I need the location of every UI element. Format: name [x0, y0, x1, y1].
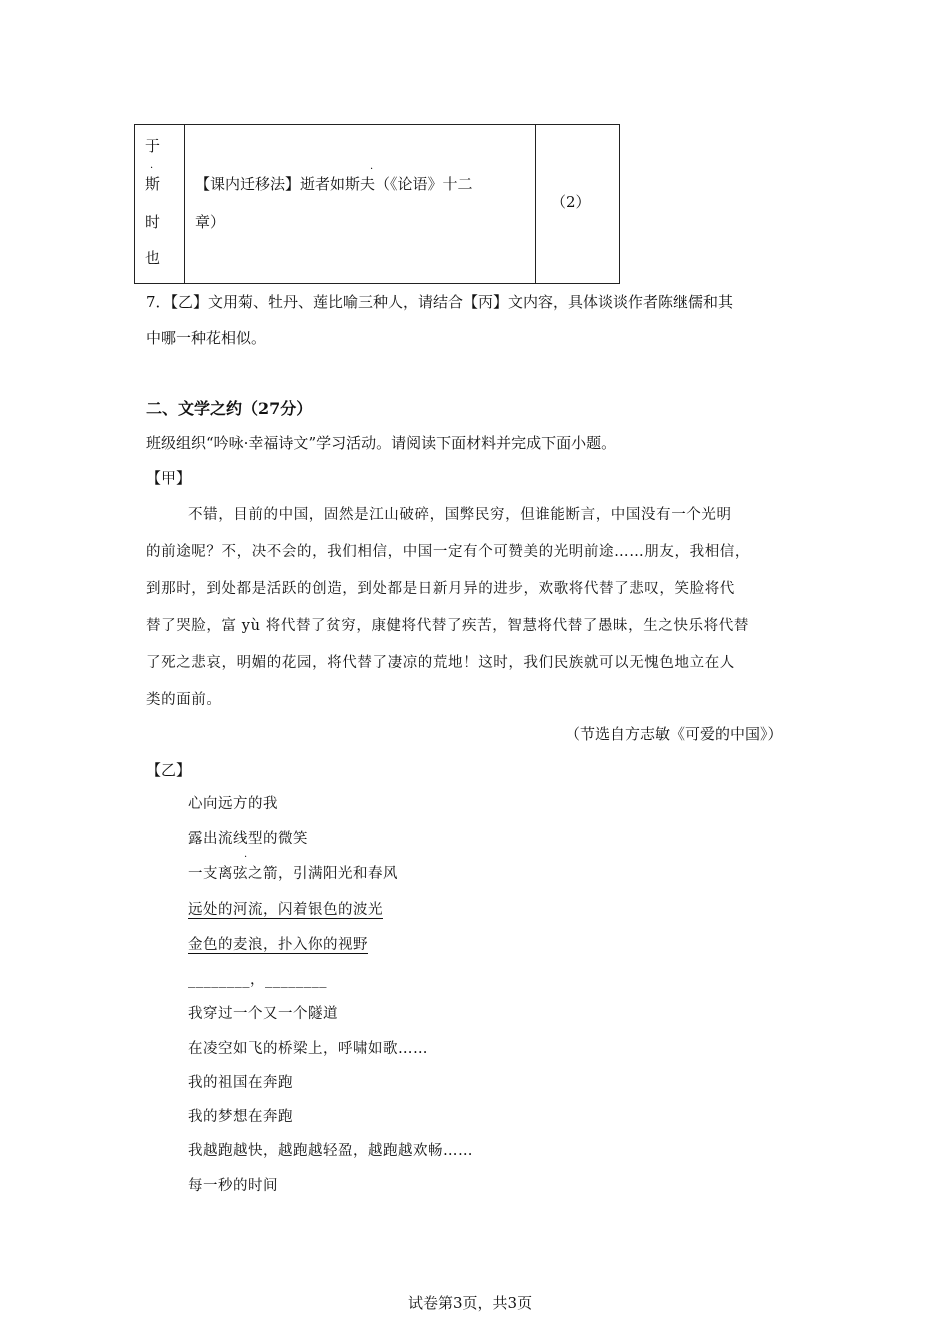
jia-source: （节选自方志敏《可爱的中国》）: [565, 725, 783, 743]
table-method-line2: 章）: [195, 213, 226, 231]
poem-line: 我越跑越快，越跑越轻盈，越跑越欢畅……: [188, 1143, 473, 1159]
page-footer: 试卷第3页，共3页: [408, 1294, 533, 1312]
label-jia: 【甲】: [146, 469, 192, 487]
table-method-line1: 【课内迁移法】逝者如斯夫（《论语》十二: [195, 175, 473, 193]
question-7-line2: 中哪一种花相似。: [146, 329, 267, 347]
poem-line: 我穿过一个又一个隧道: [188, 1006, 338, 1022]
section-intro: 班级组织“吟咏·幸福诗文”学习活动。请阅读下面材料并完成下面小题。: [146, 434, 617, 452]
table-char: 于: [145, 137, 161, 155]
jia-paragraph-line: 了死之悲哀，明媚的花园，将代替了凄凉的荒地！这时，我们民族就可以无愧色地立在人: [146, 655, 735, 671]
table-char: 时: [145, 213, 161, 231]
table-answer-slot: （2）: [551, 193, 591, 211]
emphasis-dot: ·: [150, 163, 154, 174]
jia-paragraph-line: 的前途呢？不，决不会的，我们相信，中国一定有个可赞美的光明前途……朋友，我相信，: [146, 544, 750, 560]
jia-paragraph-line: 类的面前。: [146, 692, 222, 708]
section-heading: 二、文学之约（27分）: [146, 399, 313, 418]
poem-line: 心向远方的我: [188, 796, 278, 812]
poem-line: 一支离弦之箭，引满阳光和春风: [188, 866, 398, 882]
poem-line: 我的梦想在奔跑: [188, 1109, 293, 1125]
jia-paragraph-line: 到那时，到处都是活跃的创造，到处都是日新月异的进步，欢歌将代替了悲叹，笑脸将代: [146, 581, 735, 597]
question-7-line1: 7．【乙】文用菊、牡丹、莲比喻三种人，请结合【丙】文内容，具体谈谈作者陈继儒和其: [146, 293, 734, 311]
jia-paragraph-line: 不错，目前的中国，固然是江山破碎，国弊民穷，但谁能断言，中国没有一个光明: [188, 507, 732, 523]
poem-blank-line: ________，________: [188, 972, 327, 988]
poem-line: 我的祖国在奔跑: [188, 1075, 293, 1091]
poem-line: 露出流线型的微笑: [188, 831, 308, 847]
poem-line: 在凌空如飞的桥梁上，呼啸如歌……: [188, 1041, 428, 1057]
table-char: 也: [145, 249, 161, 267]
poem-line: 每一秒的时间: [188, 1178, 278, 1194]
jia-paragraph-line: 替了哭脸，富 yù 将代替了贫穷，康健将代替了疾苦，智慧将代替了愚昧，生之快乐将代替: [146, 618, 749, 634]
table-col-word: [135, 125, 185, 283]
vocab-table: [134, 124, 620, 284]
emphasis-dot: ·: [244, 852, 248, 863]
emphasis-dot: ·: [370, 164, 374, 175]
poem-line-underlined: 金色的麦浪，扑入你的视野: [188, 937, 368, 953]
poem-line-underlined: 远处的河流，闪着银色的波光: [188, 902, 383, 918]
label-yi: 【乙】: [146, 761, 192, 779]
table-char: 斯: [145, 175, 161, 193]
